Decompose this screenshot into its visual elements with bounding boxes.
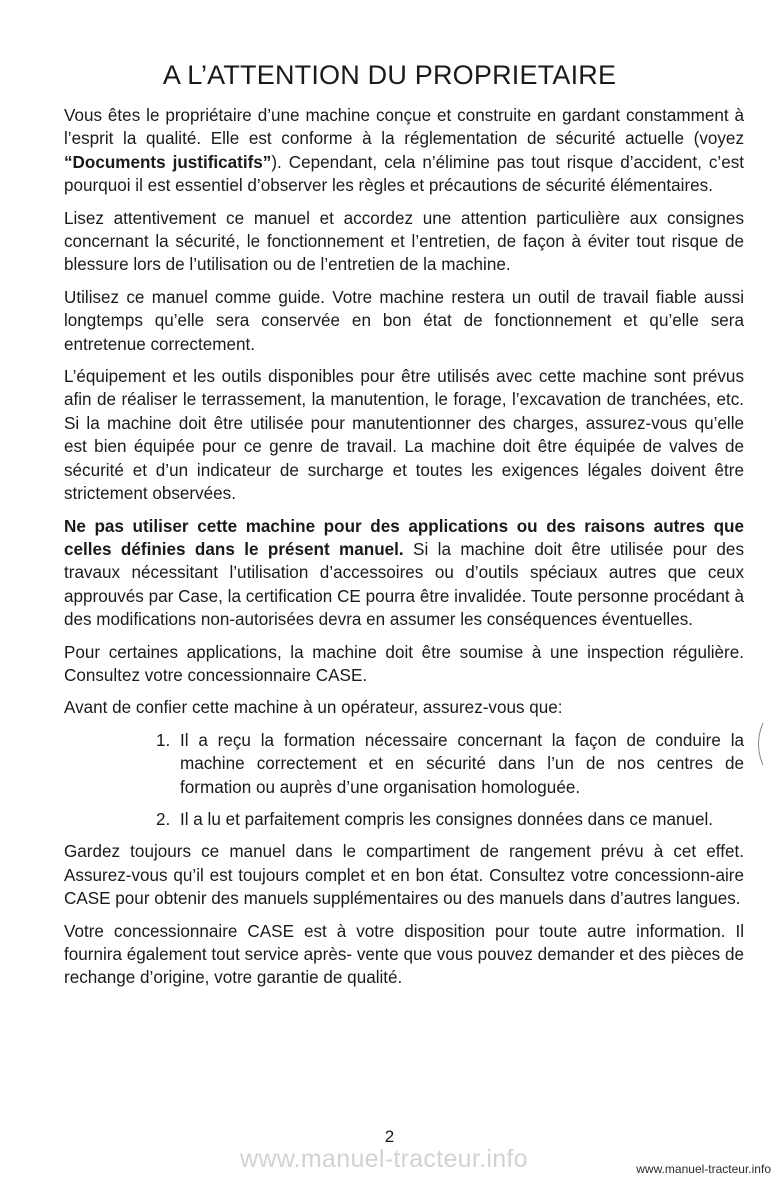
warning-bold-text: Ne pas utiliser cette machine pour des applications ou des raisons autres que celles définies dans le présent manuel.	[64, 516, 744, 559]
watermark-large: www.manuel-tracteur.info	[240, 1145, 528, 1173]
page-number: 2	[384, 1127, 395, 1146]
paragraph-intro-text-a: Vous êtes le propriétaire d’une machine conçue et construite en gardant constamment à l’esprit la qualité. Elle est conforme à la réglementation de sécurité actuelle (voyez	[64, 106, 744, 149]
list-item-number: 2.	[156, 809, 171, 829]
paragraph-warning	[64, 515, 744, 632]
warning-rest-text: Si la machine doit être utilisée pour des travaux nécessitant l’utilisation d’accessoires ou d’outils spéciaux autres que ceux approuvés par Case, la certification CE pourra être invalidée. Toute personne procédant à des modifications non-autorisées devra en assumer les conséquences éventuelles.	[64, 539, 744, 630]
paragraph-equipment: L’équipement et les outils disponibles pour être utilisés avec cette machine sont prévus afin de réaliser le terrassement, la manutention, le forage, l’excavation de tranchées, etc. Si la machine doit être utilisée pour manutentionner des charges, assurez-vous qu’elle est bien équipée pour ce genre de travail. La machine doit être équipée de valves de sécurité et d’un indicateur de surcharge et toutes les exigences légales doivent être strictement observées.	[64, 367, 744, 504]
paragraph-intro-text-b: ). Cependant, cela n’élimine pas tout risque d’accident, c’est pourquoi il est essentiel d’observer les règles et précautions de sécurité élémentaires.	[64, 152, 744, 196]
paragraph-intro	[64, 104, 744, 198]
list-item-text: Il a lu et parfaitement compris les consignes données dans ce manuel.	[180, 809, 714, 829]
operator-requirements-list	[64, 729, 744, 832]
list-item-text: Il a reçu la formation nécessaire concernant la façon de conduire la machine correctement et en sécurité dans l’un de nos centres de formation ou auprès d’une organisation homologuée.	[180, 730, 744, 797]
paragraph-dealer-info: Votre concessionnaire CASE est à votre disposition pour toute autre information. Il fournira également tout service après- vente que vous pouvez demander et des pièces de rechange d’origine, votre garantie de qualité.	[64, 921, 744, 988]
list-item	[156, 808, 744, 831]
paragraph-read-manual: Lisez attentivement ce manuel et accordez une attention particulière aux consignes concernant la sécurité, le fonctionnement et l’entretien, de façon à éviter tout risque de blessure lors de l’utilisation ou de l’entretien de la machine.	[64, 208, 744, 275]
paragraph-before-operator: Avant de confier cette machine à un opérateur, assurez-vous que:	[64, 698, 563, 718]
list-item	[156, 729, 744, 799]
paragraph-inspection: Pour certaines applications, la machine doit être soumise à une inspection régulière. Consultez votre concessionnaire CASE.	[64, 642, 744, 685]
document-body	[64, 104, 744, 999]
paragraph-keep-manual: Gardez toujours ce manuel dans le compartiment de rangement prévu à cet effet. Assurez-vous qu’il est toujours complet et en bon état. Consultez votre concessionn-aire CASE pour obtenir des manuels supplémentaires ou des manuels dans d’autres langues.	[64, 842, 744, 909]
documents-reference: “Documents justificatifs”	[64, 152, 272, 172]
margin-bracket-mark	[752, 722, 764, 766]
watermark-small: www.manuel-tracteur.info	[636, 1162, 771, 1176]
page-title: A L’ATTENTION DU PROPRIETAIRE	[162, 60, 617, 90]
list-item-number: 1.	[156, 730, 171, 750]
paragraph-use-as-guide: Utilisez ce manuel comme guide. Votre machine restera un outil de travail fiable aussi longtemps qu’elle sera conservée en bon état de fonctionnement et qu’elle sera entretenue correctement.	[64, 287, 744, 354]
